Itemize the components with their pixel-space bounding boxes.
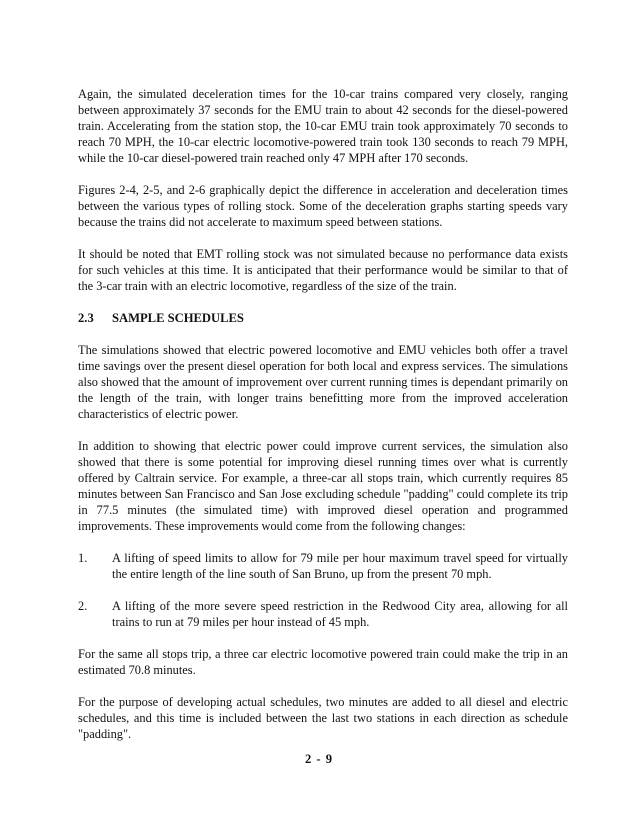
section-heading	[78, 310, 568, 326]
page-number: 2 - 9	[304, 752, 334, 766]
section-title: SAMPLE SCHEDULES	[112, 311, 244, 325]
list-item	[78, 550, 568, 582]
paragraph-deceleration-times: Again, the simulated deceleration times for the 10-car trains compared very closely, ranging between approximately 37 seconds for the EMU train to about 42 seconds for the diesel-powered train. Accelerating from the station stop, the 10-car EMU train took approximately 70 seconds to reach 70 MPH, the 10-car electric locomotive-powered train took 130 seconds to reach 79 MPH, while the 10-car diesel-powered train reached only 47 MPH after 170 seconds.	[78, 87, 568, 165]
paragraph-schedule-padding: For the purpose of developing actual schedules, two minutes are added to all diesel and electric schedules, and this time is included between the last two stations in each direction as schedule "padding".	[78, 695, 568, 741]
list-marker: 2.	[78, 599, 88, 613]
section-number: 2.3	[78, 311, 94, 325]
paragraph-figures: Figures 2-4, 2-5, and 2-6 graphically depict the difference in acceleration and deceleration times between the various types of rolling stock. Some of the deceleration graphs starting speeds vary because the trains did not accelerate to maximum speed between stations.	[78, 183, 568, 229]
paragraph-electric-trip: For the same all stops trip, a three car electric locomotive powered train could make the trip in an estimated 70.8 minutes.	[78, 647, 568, 677]
list-item	[78, 598, 568, 630]
paragraph-diesel-improvement: In addition to showing that electric power could improve current services, the simulation also showed that there is some potential for improving diesel running times over what is currently offered by Caltrain service. For example, a three-car all stops train, which currently requires 85 minutes between San Francisco and San Jose excluding schedule "padding" could complete its trip in 77.5 minutes (the simulated time) with improved diesel operation and programmed improvements. These improvements would come from the following changes:	[78, 439, 568, 533]
paragraph-emt-note: It should be noted that EMT rolling stock was not simulated because no performance data exists for such vehicles at this time. It is anticipated that their performance would be similar to that of the 3-car train with an electric locomotive, regardless of the size of the train.	[78, 247, 568, 293]
list-text: A lifting of the more severe speed restriction in the Redwood City area, allowing for all trains to run at 79 miles per hour instead of 45 mph.	[112, 599, 568, 629]
document-body	[78, 86, 568, 758]
paragraph-simulation-results: The simulations showed that electric powered locomotive and EMU vehicles both offer a travel time savings over the present diesel operation for both local and express services. The simulations also showed that the amount of improvement over current running times is dependant primarily on the length of the train, with longer trains benefitting more from the improved acceleration characteristics of electric power.	[78, 343, 568, 421]
list-text: A lifting of speed limits to allow for 79 mile per hour maximum travel speed for virtually the entire length of the line south of San Bruno, up from the present 70 mph.	[112, 551, 568, 581]
list-marker: 1.	[78, 551, 88, 565]
